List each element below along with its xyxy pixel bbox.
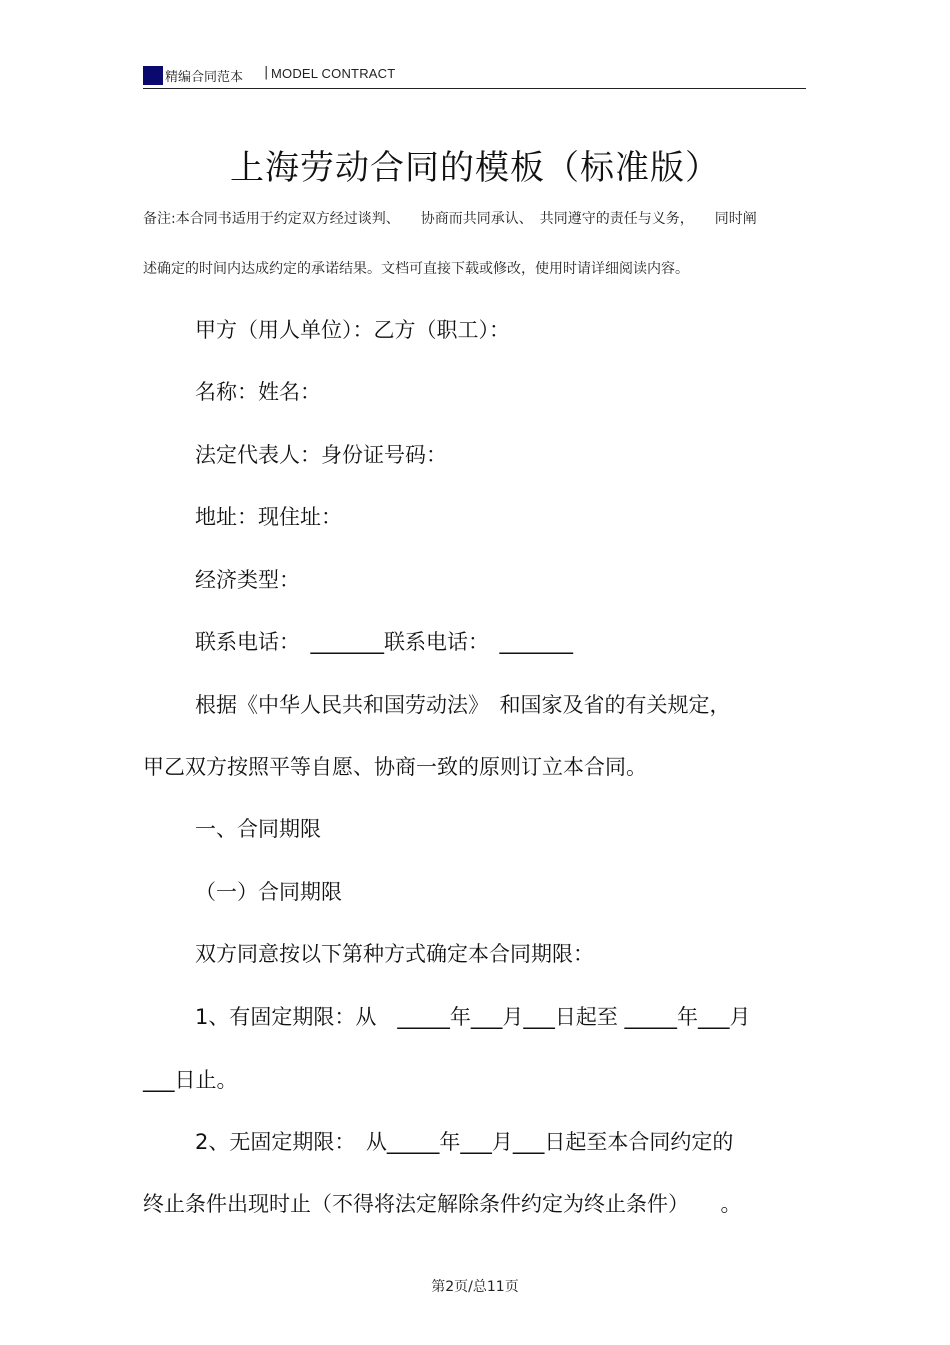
basis-line-2: 甲乙双方按照平等自愿、协商一致的原则订立本合同。 [143,755,647,779]
basis-line-1: 根据《中华人民共和国劳动法》 和国家及省的有关规定， [195,693,731,717]
name-line: 名称：姓名： [195,380,321,404]
header-brand-en: MODEL CONTRACT [271,66,396,81]
agree-line: 双方同意按以下第种方式确定本合同期限： [195,942,594,966]
note-line-2: 述确定的时间内达成约定的承诺结果。文档可直接下载或修改，使用时请详细阅读内容。 [143,261,689,277]
phone-line: 联系电话： _______联系电话： _______ [195,630,573,654]
econ-type-line: 经济类型： [195,568,300,592]
nonfixed-term-line-2: 终止条件出现时止（不得将法定解除条件约定为终止条件） 。 [143,1192,742,1216]
page-header [143,62,806,89]
brand-logo-icon [143,66,163,85]
header-brand-cn: 精编合同范本 [165,70,244,85]
page-number: 第2页/总11页 [431,1279,519,1295]
document-title: 上海劳动合同的模板（标准版） [230,148,720,188]
legal-rep-line: 法定代表人：身份证号码： [195,443,447,467]
note-line-1: 备注:本合同书适用于约定双方经过谈判、 协商而共同承认、 共同遵守的责任与义务， 同时阐 [143,211,757,227]
parties-line: 甲方（用人单位）：乙方（职工）： [195,318,510,342]
fixed-term-line-1: 1、有固定期限：从 _____年___月___日起至 _____年___月 [195,1005,751,1029]
header-separator: | [264,65,269,80]
subsection-1-heading: （一）合同期限 [195,880,342,904]
section-1-heading: 一、合同期限 [195,817,321,841]
nonfixed-term-line-1: 2、无固定期限： 从_____年___月___日起至本合同约定的 [195,1130,734,1154]
address-line: 地址：现住址： [195,505,342,529]
fixed-term-line-2: ___日止。 [143,1068,238,1092]
